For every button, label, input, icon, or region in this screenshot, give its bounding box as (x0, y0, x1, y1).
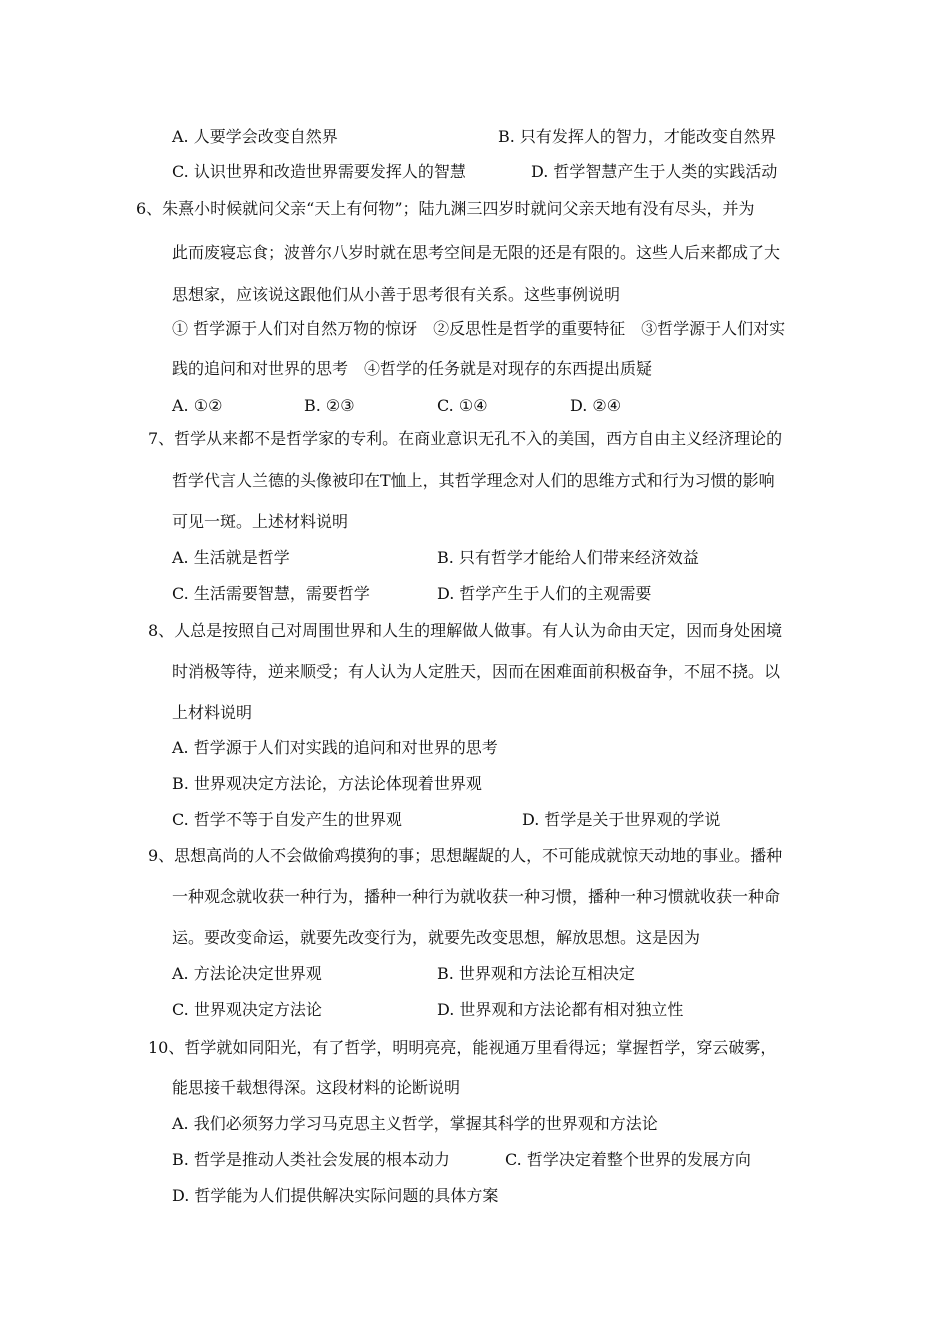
q10-option-d: D. 哲学能为人们提供解决实际问题的具体方案 (172, 1186, 499, 1205)
q10-stem-line: 能思接千载想得深。这段材料的论断说明 (172, 1078, 461, 1097)
q9-stem-line: 一种观念就收获一种行为，播种一种行为就收获一种习惯，播种一种习惯就收获一种命 (172, 887, 781, 906)
q9-option-c: C. 世界观决定方法论 (172, 1000, 322, 1019)
q5-option-b: B. 只有发挥人的智力，才能改变自然界 (498, 127, 776, 146)
q6-item-line: 践的追问和对世界的思考 ④哲学的任务就是对现存的东西提出质疑 (172, 359, 653, 378)
q7-option-b: B. 只有哲学才能给人们带来经济效益 (437, 548, 699, 567)
q7-stem-line: 7、哲学从来都不是哲学家的专利。在商业意识无孔不入的美国，西方自由主义经济理论的 (148, 429, 783, 448)
q5-option-c: C. 认识世界和改造世界需要发挥人的智慧 (172, 162, 466, 181)
q9-stem-line: 运。要改变命运，就要先改变行为，就要先改变思想，解放思想。这是因为 (172, 928, 701, 947)
q8-option-c: C. 哲学不等于自发产生的世界观 (172, 810, 402, 829)
q7-stem-line: 可见一斑。上述材料说明 (172, 512, 349, 531)
q7-option-d: D. 哲学产生于人们的主观需要 (437, 584, 652, 603)
q5-option-a: A. 人要学会改变自然界 (172, 127, 338, 146)
q8-option-b: B. 世界观决定方法论，方法论体现着世界观 (172, 774, 482, 793)
q9-stem-line: 9、思想高尚的人不会做偷鸡摸狗的事；思想龌龊的人，不可能成就惊天动地的事业。播种 (148, 846, 783, 865)
q6-option-d: D. ②④ (570, 396, 622, 415)
q7-stem-line: 哲学代言人兰德的头像被印在T恤上，其哲学理念对人们的思维方式和行为习惯的影响 (172, 471, 775, 490)
q10-option-c: C. 哲学决定着整个世界的发展方向 (505, 1150, 751, 1169)
q8-stem-line: 上材料说明 (172, 703, 253, 722)
q8-stem-line: 8、人总是按照自己对周围世界和人生的理解做人做事。有人认为命由天定，因而身处困境 (148, 621, 783, 640)
q10-option-b: B. 哲学是推动人类社会发展的根本动力 (172, 1150, 450, 1169)
q9-option-d: D. 世界观和方法论都有相对独立性 (437, 1000, 684, 1019)
q6-item-line: ① 哲学源于人们对自然万物的惊讶 ②反思性是哲学的重要特征 ③哲学源于人们对实 (172, 319, 786, 338)
q6-option-c: C. ①④ (437, 396, 488, 415)
q10-option-a: A. 我们必须努力学习马克思主义哲学，掌握其科学的世界观和方法论 (172, 1114, 658, 1133)
q8-stem-line: 时消极等待，逆来顺受；有人认为人定胜天，因而在困难面前积极奋争，不屈不挠。以 (172, 662, 781, 681)
q10-stem-line: 10、哲学就如同阳光，有了哲学，明明亮亮，能视通万里看得远；掌握哲学，穿云破雾， (148, 1038, 777, 1057)
q6-stem-line: 思想家，应该说这跟他们从小善于思考很有关系。这些事例说明 (172, 285, 621, 304)
q6-option-a: A. ①② (172, 396, 223, 415)
q8-option-a: A. 哲学源于人们对实践的追问和对世界的思考 (172, 738, 498, 757)
q8-option-d: D. 哲学是关于世界观的学说 (522, 810, 721, 829)
q9-option-a: A. 方法论决定世界观 (172, 964, 322, 983)
q5-option-d: D. 哲学智慧产生于人类的实践活动 (531, 162, 778, 181)
q7-option-c: C. 生活需要智慧，需要哲学 (172, 584, 370, 603)
q9-option-b: B. 世界观和方法论互相决定 (437, 964, 635, 983)
q7-option-a: A. 生活就是哲学 (172, 548, 290, 567)
q6-stem-line: 此而废寝忘食；波普尔八岁时就在思考空间是无限的还是有限的。这些人后来都成了大 (172, 243, 781, 262)
q6-option-b: B. ②③ (304, 396, 355, 415)
q6-stem-line: 6、朱熹小时候就问父亲“天上有何物”；陆九渊三四岁时就问父亲天地有没有尽头，并为 (136, 199, 755, 218)
